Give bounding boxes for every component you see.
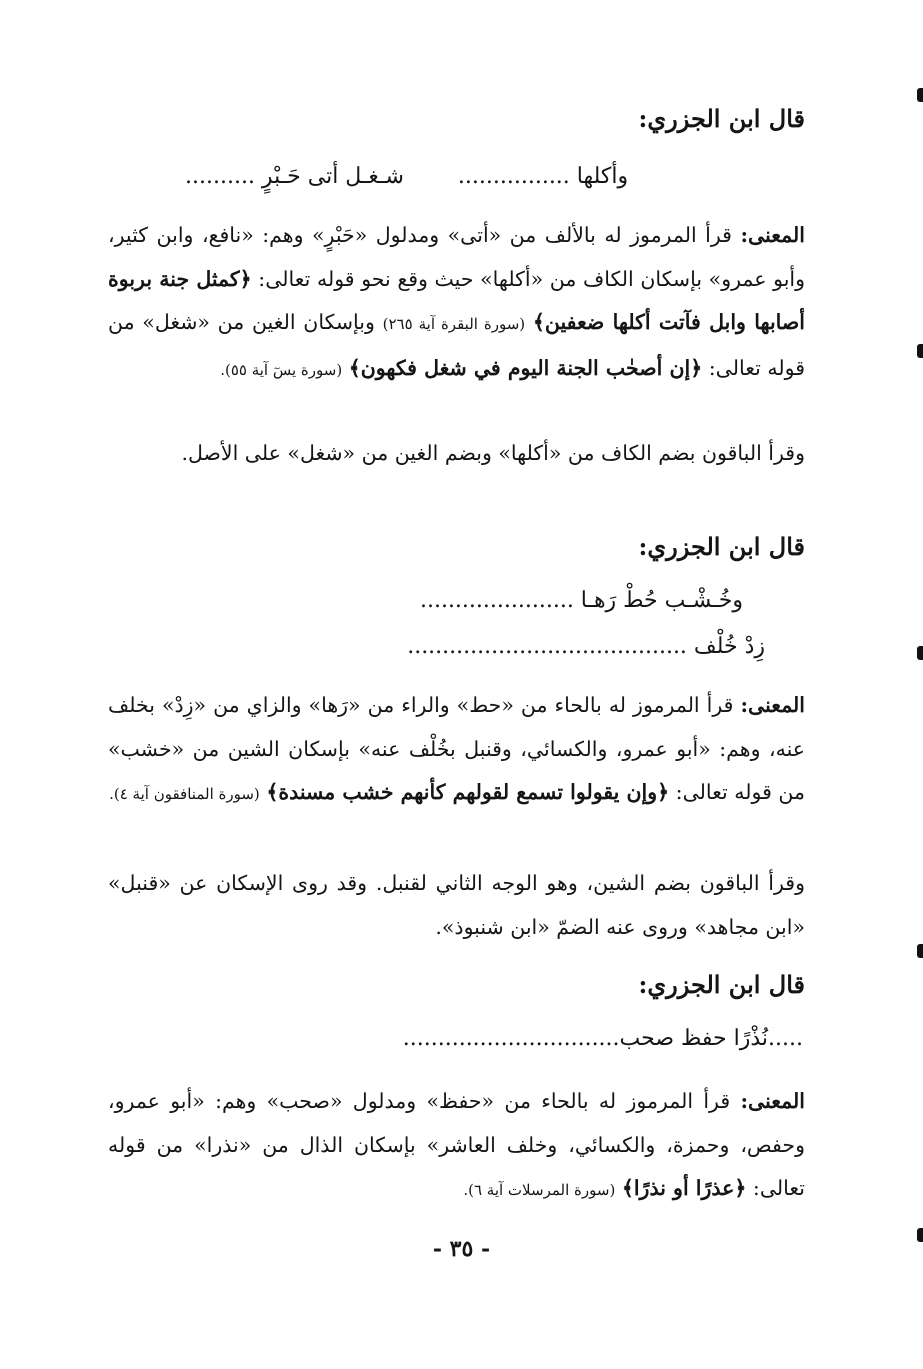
quran-verse: ﴿عذرًا أو نذرًا﴾ [621,1176,747,1200]
scan-edge-mark [917,344,923,358]
section-heading-3: قال ابن الجزري: [638,970,805,999]
meaning-text: قرأ المرموز له بالحاء من «حط» والراء من «رَها» والزاي من «زِدْ» بخلف عنه، وهم: «أبو عمرو، والكسائي، وقنبل بخُلْف عنه» بإسكان الشين من «خشب» من قوله تعالى: [108,693,805,804]
section-heading-1: قال ابن الجزري: [638,104,805,133]
page-number: - ٣٥ - [432,1236,491,1262]
quran-verse: ﴿كمثل جنة بربوة أصابها وابل فآتت أكلها ضعفين﴾ [108,266,805,334]
verse-segment: شـغـل أتى حَـبْرٍ .......... [185,164,404,189]
scan-edge-mark [917,646,923,660]
verse-line-2a: وخُـشْـب حُطْ رَهـا ...................... [419,588,743,613]
verse-line-1a [185,162,805,192]
note-paragraph-2: وقرأ الباقون بضم الشين، وهو الوجه الثاني لقنبل. وقد روى الإسكان عن «قنبل» «ابن مجاهد» وروى عنه الضمّ «ابن شنبوذ». [108,871,805,939]
verse-line-2b: زِدْ خُلْف ........................................ [407,634,765,659]
scan-edge-mark [917,944,923,958]
verse-reference: (سورة البقرة آية ٢٦٥) [382,315,526,333]
verse-reference: (سورة المنافقون آية ٤). [109,785,260,803]
meaning-label: المعنى: [740,1089,805,1113]
meaning-paragraph-3 [108,1080,805,1213]
verse-reference: (سورة المرسلات آية ٦). [463,1181,616,1199]
quran-verse: ﴿إن أصحٰب الجنة اليوم في شغل فكهون﴾ [348,355,703,380]
scan-edge-mark [917,88,923,102]
scan-edge-mark [917,1228,923,1242]
quran-verse: ﴿وإن يقولوا تسمع لقولهم كأنهم خشب مسندة﴾ [266,780,670,804]
note-paragraph-1: وقرأ الباقون بضم الكاف من «أكلها» وبضم الغين من «شغل» على الأصل. [181,441,805,465]
meaning-paragraph-1 [108,214,805,392]
section-heading-2: قال ابن الجزري: [638,532,805,561]
verse-segment: وأكلها ................ [457,164,629,189]
meaning-label: المعنى: [740,693,805,717]
verse-reference: (سورة يسٓ آية ٥٥). [220,360,343,379]
meaning-paragraph-2 [108,684,805,817]
meaning-label: المعنى: [740,223,805,247]
verse-line-3a: .....نُذْرًا حفظ صحب............................... [402,1026,803,1051]
meaning-text: قرأ المرموز له بالألف من «أتى» ومدلول «حَبْرٍ» وهم: «نافع، وابن كثير، وأبو عمرو» بإسكان الكاف من «أكلها» حيث وقع نحو قوله تعالى: [108,223,805,291]
meaning-text: وبإسكان الغين من «شغل» من قوله تعالى: [108,310,805,380]
meaning-text: قرأ المرموز له بالحاء من «حفظ» ومدلول «صحب» وهم: «أبو عمرو، وحفص، وحمزة، والكسائي، وخلف العاشر» بإسكان الذال من «نذرا» من قوله تعالى: [108,1089,805,1200]
